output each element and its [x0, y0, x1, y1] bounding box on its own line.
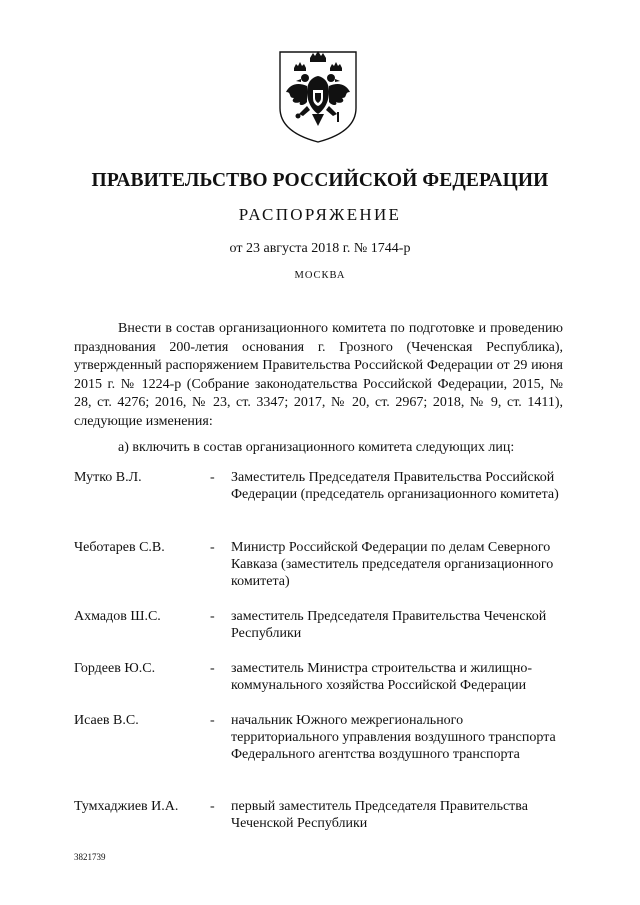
government-title: ПРАВИТЕЛЬСТВО РОССИЙСКОЙ ФЕДЕРАЦИИ — [91, 170, 549, 191]
member-position: заместитель Председателя Правительства Чеченской Республики — [231, 609, 547, 641]
member-dash: - — [210, 661, 215, 676]
member-dash: - — [210, 609, 215, 624]
member-name: Мутко В.Л. — [74, 470, 142, 485]
member-position: Министр Российской Федерации по делам Северного Кавказа (заместитель председателя организационного комитета) — [231, 540, 554, 589]
member-position: начальник Южного межрегионального территориального управления воздушного транспорта Федерального агентства воздушного транспорта — [231, 713, 556, 762]
member-name: Тумхаджиев И.А. — [74, 799, 179, 814]
member-dash: - — [210, 713, 215, 728]
member-name: Исаев В.С. — [74, 713, 139, 728]
document-type: РАСПОРЯЖЕНИЕ — [238, 205, 402, 224]
member-name: Чеботарев С.В. — [74, 540, 165, 555]
subpoint-a: а) включить в состав организационного комитета следующих лиц: — [118, 440, 515, 455]
document-code: 3821739 — [74, 852, 106, 862]
member-dash: - — [210, 799, 215, 814]
member-name: Гордеев Ю.С. — [74, 661, 156, 676]
member-position: заместитель Министра строительства и жилищно-коммунального хозяйства Российской Федерации — [231, 661, 533, 693]
intro-paragraph: Внести в состав организационного комитета по подготовке и проведению празднования 200-летия основания г. Грозного (Чеченская Республика), утвержденный распоряжением Правительства Российской Федерации от 29 июня 2015 г. № 1224-р (Собрание законодательства Российской Федерации, 2015, № 28, ст. 4276; 2016, № 23, ст. 3347; 2017, № 20, ст. 2967; 2018, № 9, ст. 1411), следующие изменения: — [74, 321, 563, 429]
document-date-number: от 23 августа 2018 г. № 1744-р — [229, 241, 411, 256]
member-name: Ахмадов Ш.С. — [74, 609, 161, 624]
member-position: Заместитель Председателя Правительства Российской Федерации (председатель организационного комитета) — [231, 470, 559, 502]
document-city: МОСКВА — [294, 270, 346, 281]
member-dash: - — [210, 540, 215, 555]
russian-coat-of-arms-icon — [274, 46, 362, 146]
member-position: первый заместитель Председателя Правительства Чеченской Республики — [231, 799, 528, 831]
member-dash: - — [210, 470, 215, 485]
